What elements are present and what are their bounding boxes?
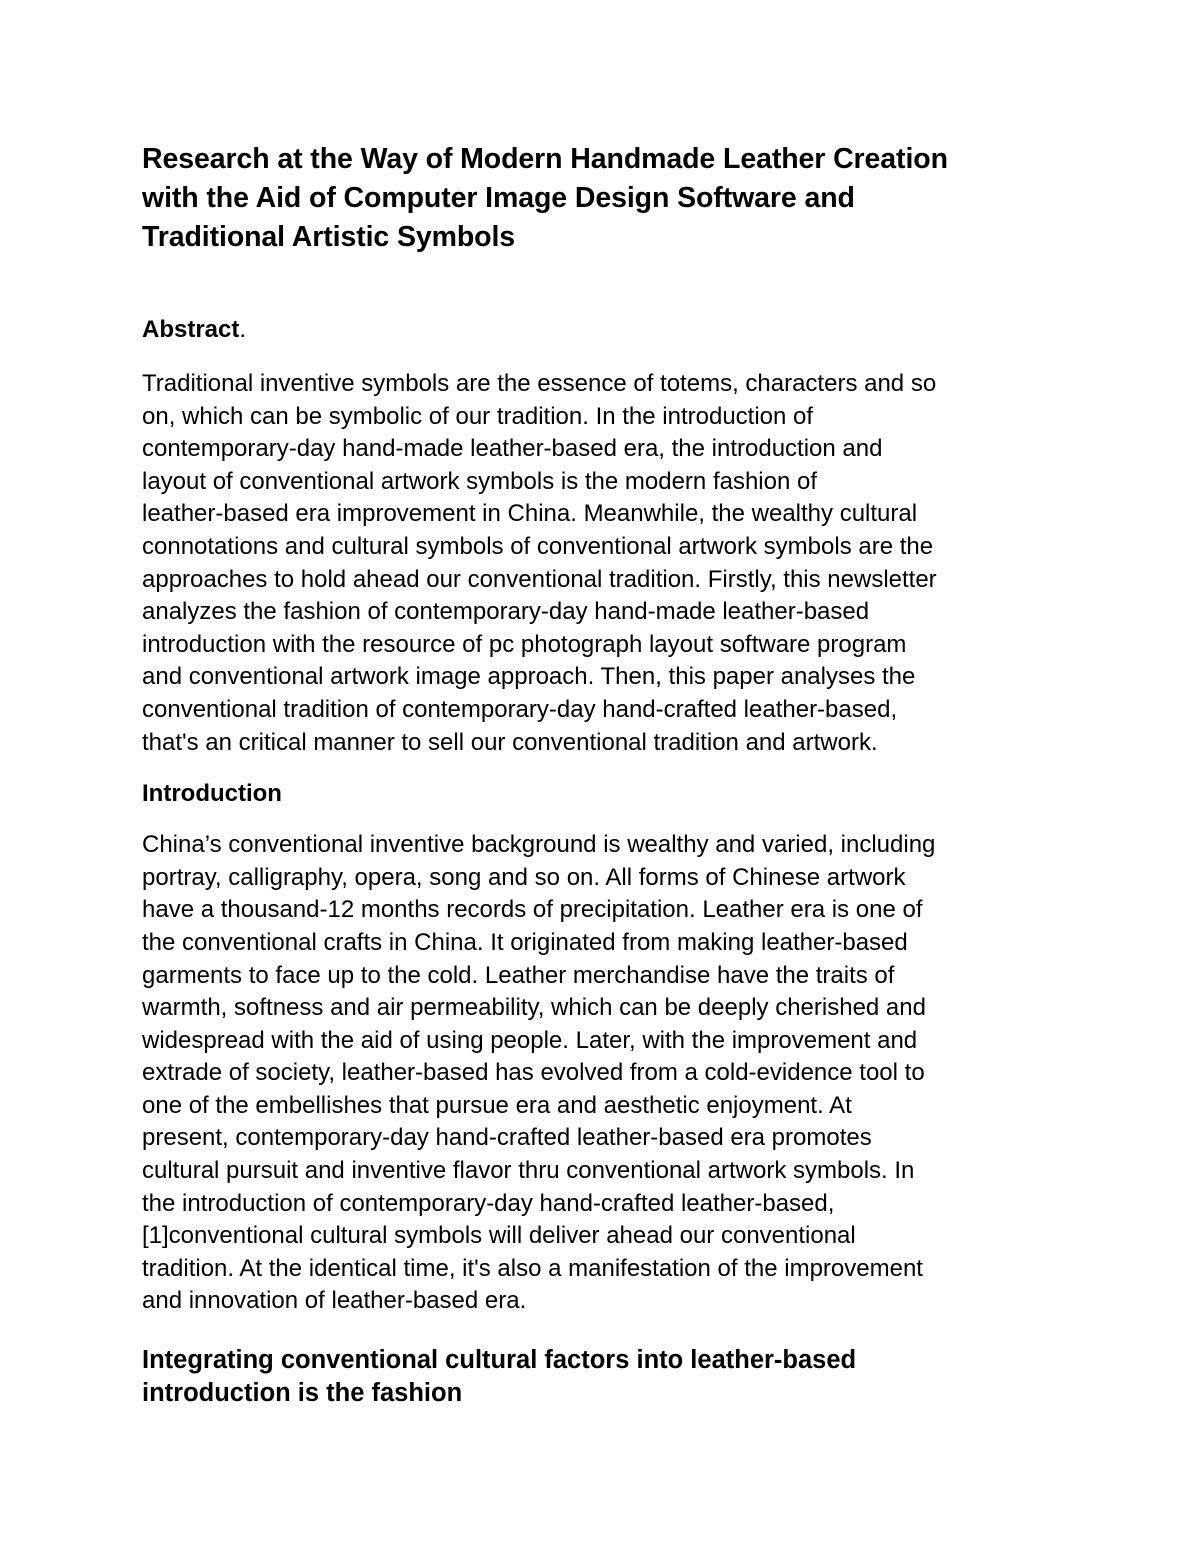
introduction-heading: Introduction: [142, 780, 282, 808]
abstract-heading-label: Abstract: [142, 316, 240, 343]
section-heading-integrating: Integrating conventional cultural factors into leather-based introduction is the fashion: [142, 1346, 857, 1408]
abstract-heading-punct: .: [239, 316, 247, 343]
document-page: [142, 140, 1062, 1410]
abstract-paragraph: Traditional inventive symbols are the essence of totems, characters and so on, which can be symbolic of our tradition. In the introduction of contemporary-day hand-made leather-based era, the introduction and layout of conventional artwork symbols is the modern fashion of leather-based era improvement in China. Meanwhile, the wealthy cultural connotations and cultural symbols of conventional artwork symbols are the approaches to hold ahead our conventional tradition. Firstly, this newsletter analyzes the fashion of contemporary-day hand-made leather-based introduction with the resource of pc photograph layout software program and conventional artwork image approach. Then, this paper analyses the conventional tradition of contemporary-day hand-crafted leather-based, that's an critical manner to sell our conventional tradition and artwork.: [142, 370, 937, 756]
abstract-heading: [142, 314, 1062, 346]
introduction-paragraph: China’s conventional inventive background is wealthy and varied, including portray, calligraphy, opera, song and so on. All forms of Chinese artwork have a thousand-12 months records of precipitation. Leather era is one of the conventional crafts in China. It originated from making leather-based garments to face up to the cold. Leather merchandise have the traits of warmth, softness and air permeability, which can be deeply cherished and widespread with the aid of using people. Later, with the improvement and extrade of society, leather-based has evolved from a cold-evidence tool to one of the embellishes that pursue era and aesthetic enjoyment. At present, contemporary-day hand-crafted leather-based era promotes cultural pursuit and inventive flavor thru conventional artwork symbols. In the introduction of contemporary-day hand-crafted leather-based, [1]conventional cultural symbols will deliver ahead our conventional tradition. At the identical time, it's also a manifestation of the improvement and innovation of leather-based era.: [142, 831, 936, 1315]
document-title: Research at the Way of Modern Handmade Leather Creation with the Aid of Computer Image Design Software and Traditional Artistic Symbols: [142, 143, 948, 253]
